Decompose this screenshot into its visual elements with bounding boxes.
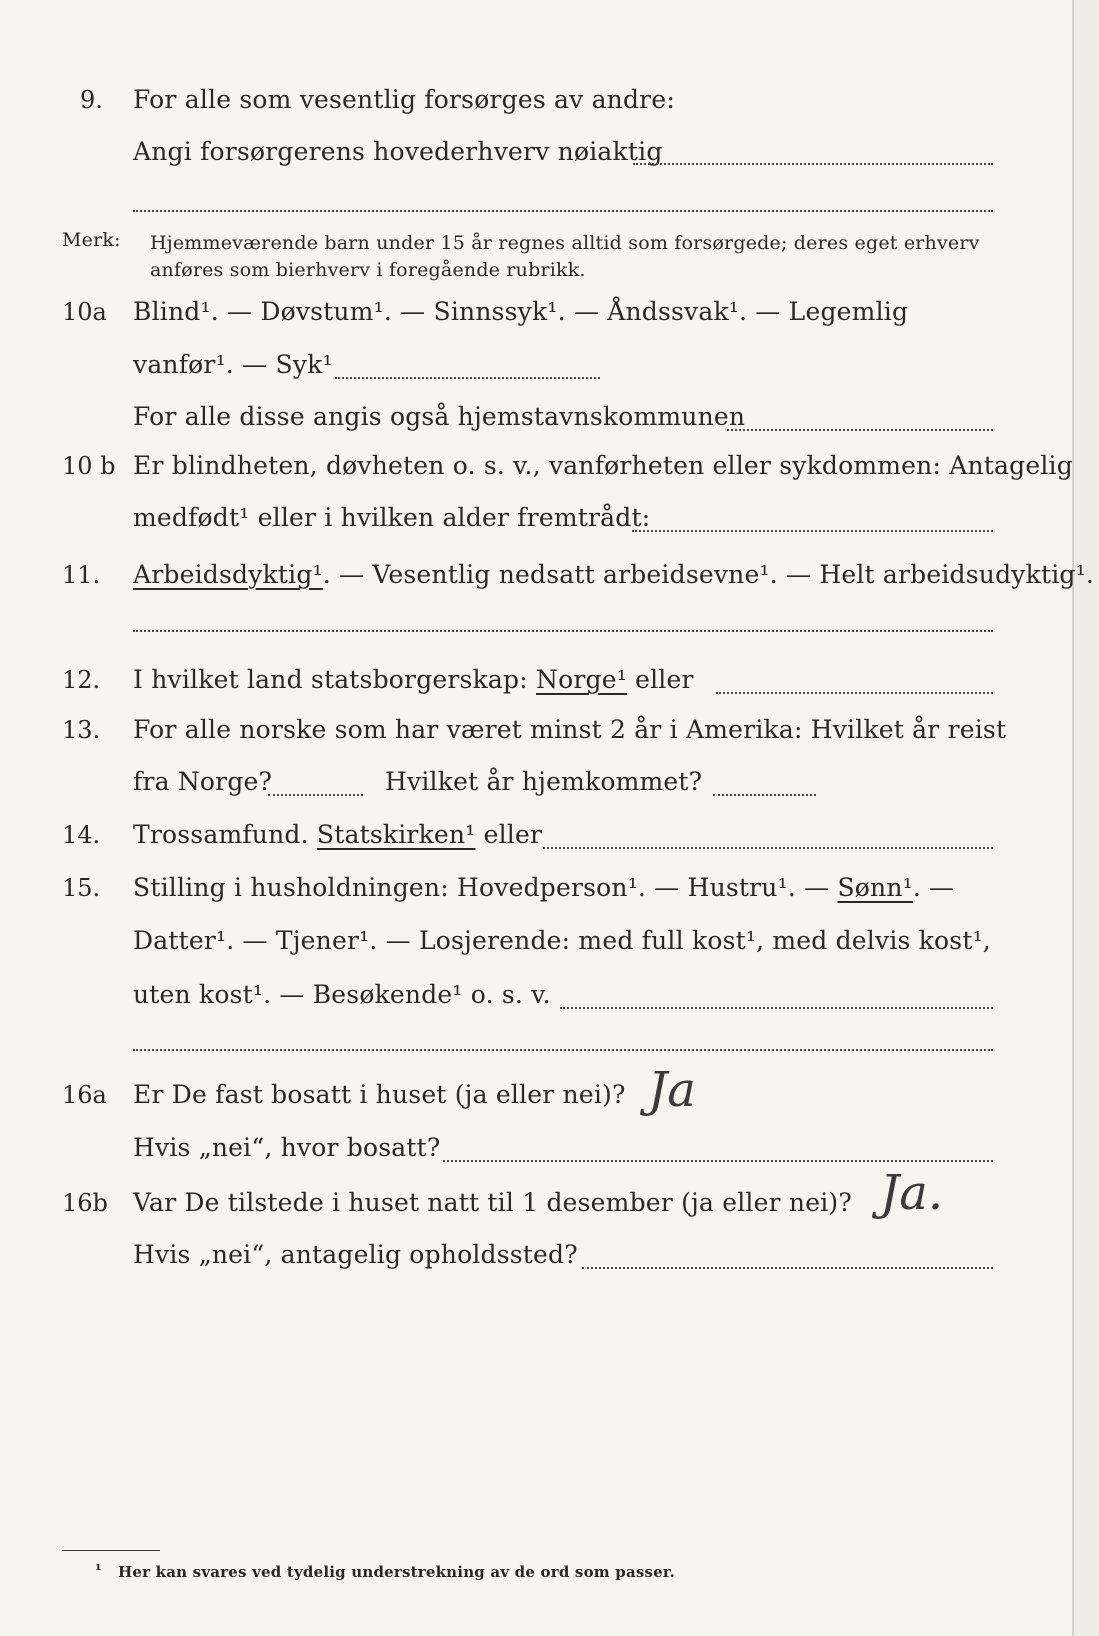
merk-line2: anføres som bierhverv i foregående rubrikk.	[150, 259, 586, 281]
q10a-line2: vanfør¹. — Syk¹	[133, 350, 333, 379]
q10a-line3: For alle disse angis også hjemstavnskommunen	[133, 402, 746, 431]
q12-answer-line[interactable]	[716, 692, 993, 694]
q15-line1b: . —	[912, 873, 955, 902]
question-number-15: 15.	[62, 874, 101, 902]
question-number-16b: 16b	[62, 1189, 108, 1217]
q15-line1	[133, 873, 954, 903]
q13-line1: For alle norske som har været minst 2 år i Amerika: Hvilket år reist	[133, 715, 1007, 744]
q15-line2: Datter¹. — Tjener¹. — Losjerende: med full kost¹, med delvis kost¹,	[133, 926, 991, 955]
q14-pre: Trossamfund.	[133, 820, 309, 849]
q10b-answer-line[interactable]	[632, 530, 993, 532]
q16b-handwritten-answer: Ja.	[880, 1165, 944, 1221]
q15-line1a: Stilling i husholdningen: Hovedperson¹. — Hustru¹. —	[133, 873, 830, 902]
question-number-11: 11.	[62, 561, 101, 589]
q12-pre: I hvilket land statsborgerskap:	[133, 665, 528, 694]
question-number-14: 14.	[62, 821, 101, 849]
footnote-rule	[62, 1550, 160, 1551]
q16b-line2: Hvis „nei“, antagelig opholdssted?	[133, 1240, 578, 1269]
q10b-line2: medfødt¹ eller i hvilken alder fremtrådt:	[133, 503, 651, 532]
q15-line3: uten kost¹. — Besøkende¹ o. s. v.	[133, 980, 551, 1009]
q11-answer-line[interactable]	[133, 630, 993, 632]
question-number-13: 13.	[62, 716, 101, 744]
q15-answer-line-2[interactable]	[133, 1049, 993, 1051]
q13-line2b: Hvilket år hjemkommet?	[385, 767, 703, 796]
q15-selected-option: Sønn¹	[837, 873, 913, 902]
q11-text	[133, 560, 1094, 590]
question-number-10a: 10a	[62, 298, 107, 326]
q12-text	[133, 665, 694, 695]
q9-answer-line-2[interactable]	[133, 210, 993, 212]
question-number-10b: 10 b	[62, 452, 116, 480]
q16a-line2: Hvis „nei“, hvor bosatt?	[133, 1133, 441, 1162]
q14-selected-option: Statskirken¹	[316, 820, 476, 849]
merk-label: Merk:	[62, 229, 121, 251]
footnote-mark: ¹	[95, 1561, 102, 1579]
q13-hjemkommet-answer-line[interactable]	[713, 794, 816, 796]
merk-line1: Hjemmeværende barn under 15 år regnes alltid som forsørgede; deres eget erhverv	[150, 232, 980, 254]
q16a-answer-line[interactable]	[443, 1160, 993, 1162]
q16b-answer-line[interactable]	[582, 1267, 993, 1269]
q10b-line1: Er blindheten, døvheten o. s. v., vanførheten eller sykdommen: Antagelig	[133, 451, 1073, 480]
q14-text	[133, 820, 542, 850]
q10a-syk-answer-line[interactable]	[335, 377, 600, 379]
q10a-line1: Blind¹. — Døvstum¹. — Sinnssyk¹. — Åndssvak¹. — Legemlig	[133, 297, 909, 326]
q13-line2a: fra Norge?	[133, 767, 273, 796]
question-number-9: 9.	[80, 86, 103, 114]
q11-rest: . — Vesentlig nedsatt arbeidsevne¹. — Helt arbeidsudyktig¹.	[322, 560, 1094, 589]
q16a-handwritten-answer: Ja	[648, 1062, 696, 1118]
q11-selected-option: Arbeidsdyktig¹	[133, 560, 323, 589]
q15-answer-line[interactable]	[560, 1007, 993, 1009]
q9-line1: For alle som vesentlig forsørges av andre:	[133, 85, 675, 114]
footnote-text: Her kan svares ved tydelig understrekning av de ord som passer.	[118, 1563, 676, 1581]
question-number-12: 12.	[62, 666, 101, 694]
q10a-kommune-answer-line[interactable]	[727, 429, 993, 431]
q14-post: eller	[483, 820, 543, 849]
q16b-line1: Var De tilstede i huset natt til 1 desember (ja eller nei)?	[133, 1188, 852, 1217]
q16a-line1: Er De fast bosatt i huset (ja eller nei)?	[133, 1080, 626, 1109]
q9-line2: Angi forsørgerens hovederhverv nøiaktig	[133, 137, 663, 166]
q13-reist-answer-line[interactable]	[268, 794, 363, 796]
q12-selected-option: Norge¹	[536, 665, 627, 694]
q9-answer-line[interactable]	[633, 163, 993, 165]
q14-answer-line[interactable]	[543, 847, 993, 849]
q12-post: eller	[635, 665, 694, 694]
question-number-16a: 16a	[62, 1081, 107, 1109]
